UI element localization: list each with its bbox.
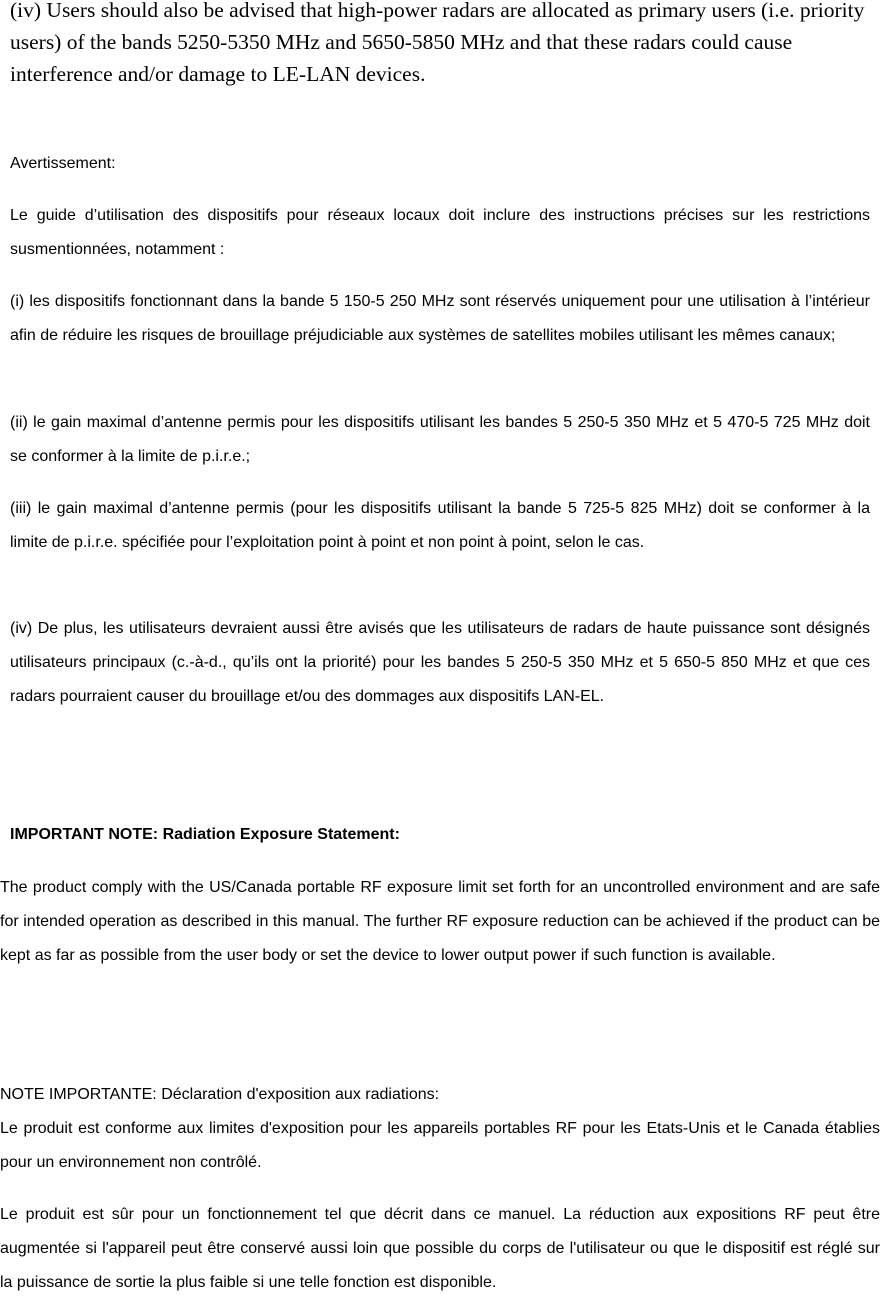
avertissement-item-iii: (iii) le gain maximal d’antenne permis (pour les dispositifs utilisant la bande 5 725-5 825 MHz) doit se conformer à la limite de p.i.r.e. spécifiée pour l’exploitation point à point et non point à point, selon le cas. — [10, 500, 870, 551]
avertissement-item-iv: (iv) De plus, les utilisateurs devraient aussi être avisés que les utilisateurs de radars de haute puissance sont désignés utilisateurs principaux (c.-à-d., qu’ils ont la priorité) pour les bandes 5 250-5 350 MHz et 5 650-5 850 MHz et que ces radars pourraient causer du brouillage et/ou des dommages aux dispositifs LAN-EL. — [10, 620, 870, 705]
note-importante-para1: Le produit est conforme aux limites d'exposition pour les appareils portables RF pour les Etats-Unis et le Canada établies pour un environnement non contrôlé. — [0, 1120, 880, 1171]
avertissement-intro: Le guide d’utilisation des dispositifs pour réseaux locaux doit inclure des instructions précises sur les restrictions susmentionnées, notamment : — [10, 207, 870, 258]
english-radar-notice: (iv) Users should also be advised that high-power radars are allocated as primary users (i.e. priority users) of the bands 5250-5350 MHz and 5650-5850 MHz and that these radars could cause interference and/or damage to LE-LAN devices. — [10, 0, 865, 86]
important-note-body: The product comply with the US/Canada portable RF exposure limit set forth for an uncontrolled environment and are safe for intended operation as described in this manual. The further RF exposure reduction can be achieved if the product can be kept as far as possible from the user body or set the device to lower output power if such function is available. — [0, 879, 880, 964]
important-note-heading: IMPORTANT NOTE: Radiation Exposure Statement: — [10, 826, 400, 843]
avertissement-heading: Avertissement: — [10, 155, 116, 172]
note-importante-para2: Le produit est sûr pour un fonctionnement tel que décrit dans ce manuel. La réduction aux expositions RF peut être augmentée si l'appareil peut être conservé aussi loin que possible du corps de l'utilisateur ou que le dispositif est réglé sur la puissance de sortie la plus faible si une telle fonction est disponible. — [0, 1206, 880, 1291]
avertissement-item-ii: (ii) le gain maximal d’antenne permis pour les dispositifs utilisant les bandes 5 250-5 350 MHz et 5 470-5 725 MHz doit se conformer à la limite de p.i.r.e.; — [10, 414, 870, 465]
note-importante-heading: NOTE IMPORTANTE: Déclaration d'exposition aux radiations: — [0, 1086, 440, 1103]
avertissement-item-i: (i) les dispositifs fonctionnant dans la bande 5 150-5 250 MHz sont réservés uniquement pour une utilisation à l’intérieur afin de réduire les risques de brouillage préjudiciable aux systèmes de satellites mobiles utilisant les mêmes canaux; — [10, 293, 870, 344]
